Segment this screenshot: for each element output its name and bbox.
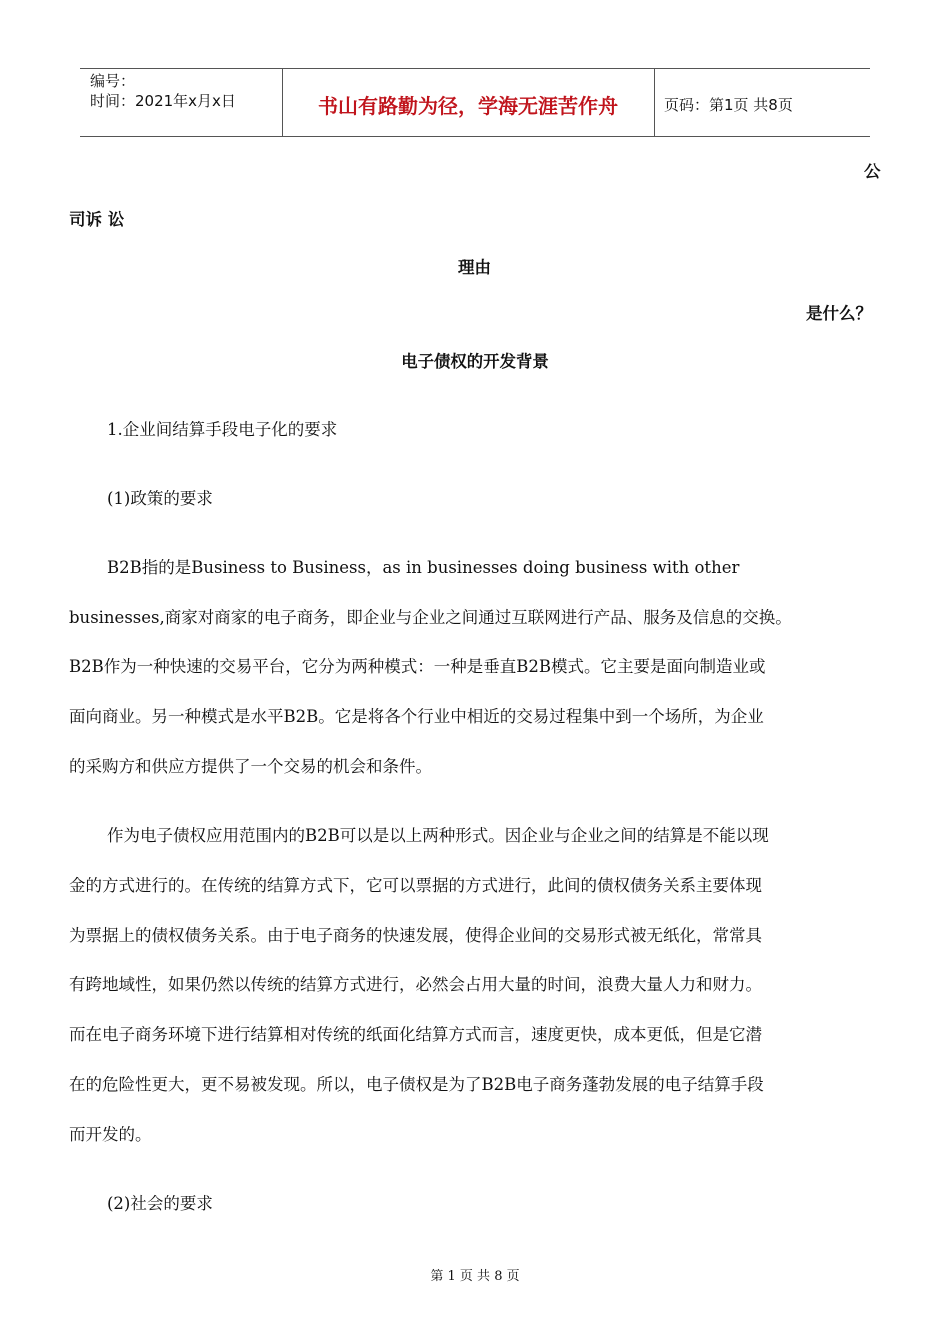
subheading-1-2: (2)社会的要求: [107, 1194, 213, 1213]
page-footer: 第 1 页 共 8 页: [430, 1269, 520, 1284]
header-top-rule: [80, 68, 870, 69]
title-fragment-2: 司诉 讼: [69, 210, 125, 229]
header-divider-right: [654, 68, 655, 136]
paragraph-2-line: 作为电子债权应用范围内的B2B可以是以上两种形式。因企业与企业之间的结算是不能以现: [107, 826, 769, 845]
title-fragment-1: 公: [864, 162, 881, 181]
paragraph-2-line: 有跨地域性，如果仍然以传统的结算方式进行，必然会占用大量的时间，浪费大量人力和财力。: [69, 975, 762, 994]
paragraph-1-line: B2B作为一种快速的交易平台，它分为两种模式：一种是垂直B2B模式。它主要是面向制造业或: [69, 657, 766, 676]
header-bottom-rule: [80, 136, 870, 137]
paragraph-2-line: 而开发的。: [69, 1125, 152, 1144]
page-info: 页码：第1页 共8页: [664, 96, 793, 114]
header-motto: 书山有路勤为径，学海无涯苦作舟: [318, 94, 618, 118]
paragraph-2-line: 金的方式进行的。在传统的结算方式下，它可以票据的方式进行，此间的债权债务关系主要体现: [69, 876, 762, 895]
paragraph-1-line: 面向商业。另一种模式是水平B2B。它是将各个行业中相近的交易过程集中到一个场所，为企业: [69, 707, 764, 726]
paragraph-2-line: 而在电子商务环境下进行结算相对传统的纸面化结算方式而言，速度更快，成本更低，但是它潜: [69, 1025, 762, 1044]
paragraph-1-line: B2B指的是Business to Business，as in businesses doing business with other: [107, 558, 740, 577]
document-number: 编号：: [90, 72, 136, 90]
document-date: 时间：2021年x月x日: [90, 92, 236, 110]
title-fragment-4: 是什么？: [806, 304, 872, 323]
title-fragment-3: 理由: [458, 258, 491, 277]
paragraph-2-line: 在的危险性更大，更不易被发现。所以，电子债权是为了B2B电子商务蓬勃发展的电子结算手段: [69, 1075, 764, 1094]
paragraph-1-line: 的采购方和供应方提供了一个交易的机会和条件。: [69, 757, 432, 776]
paragraph-1-line: businesses,商家对商家的电子商务，即企业与企业之间通过互联网进行产品、服务及信息的交换。: [69, 608, 792, 627]
paragraph-2-line: 为票据上的债权债务关系。由于电子商务的快速发展，使得企业间的交易形式被无纸化，常常具: [69, 926, 762, 945]
subheading-1-1: (1)政策的要求: [107, 489, 213, 508]
section-heading: 电子债权的开发背景: [401, 352, 549, 371]
subheading-1: 1.企业间结算手段电子化的要求: [107, 420, 338, 439]
